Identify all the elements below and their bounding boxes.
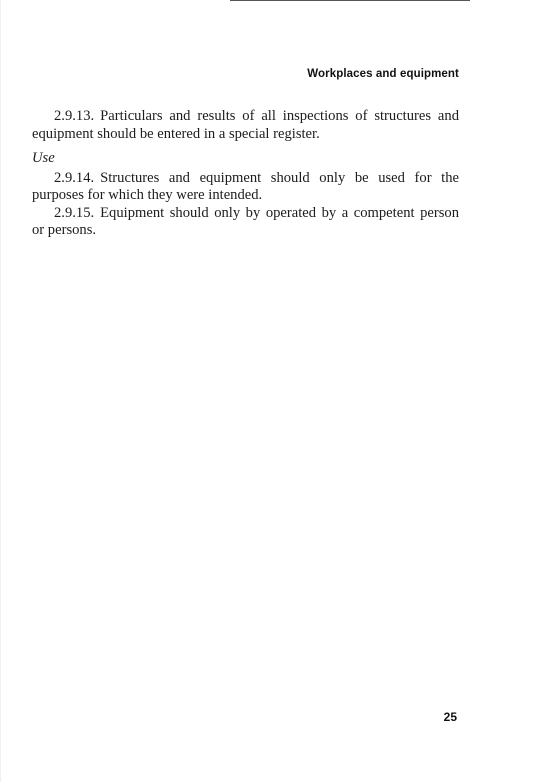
paragraph-2-9-15 [32, 205, 459, 240]
paragraph-number: 2.9.14. [54, 169, 95, 186]
paragraph-2-9-13 [32, 108, 459, 143]
page-number: 25 [443, 710, 457, 724]
paragraph-text: Equipment should only by operated by a competent person or persons. [32, 204, 459, 238]
running-head: Workplaces and equipment [307, 68, 459, 80]
paragraph-text: Structures and equipment should only be used for the purposes for which they were intended. [32, 169, 459, 203]
body-text [32, 108, 459, 240]
paragraph-number: 2.9.15. [54, 204, 95, 221]
paragraph-2-9-14 [32, 170, 459, 205]
paragraph-number: 2.9.13. [54, 108, 95, 124]
top-rule [230, 0, 470, 1]
page-edge [0, 0, 1, 782]
section-heading-use: Use [32, 150, 55, 166]
paragraph-text: Particulars and results of all inspections of structures and equipment should be entered in a special register. [32, 108, 459, 142]
